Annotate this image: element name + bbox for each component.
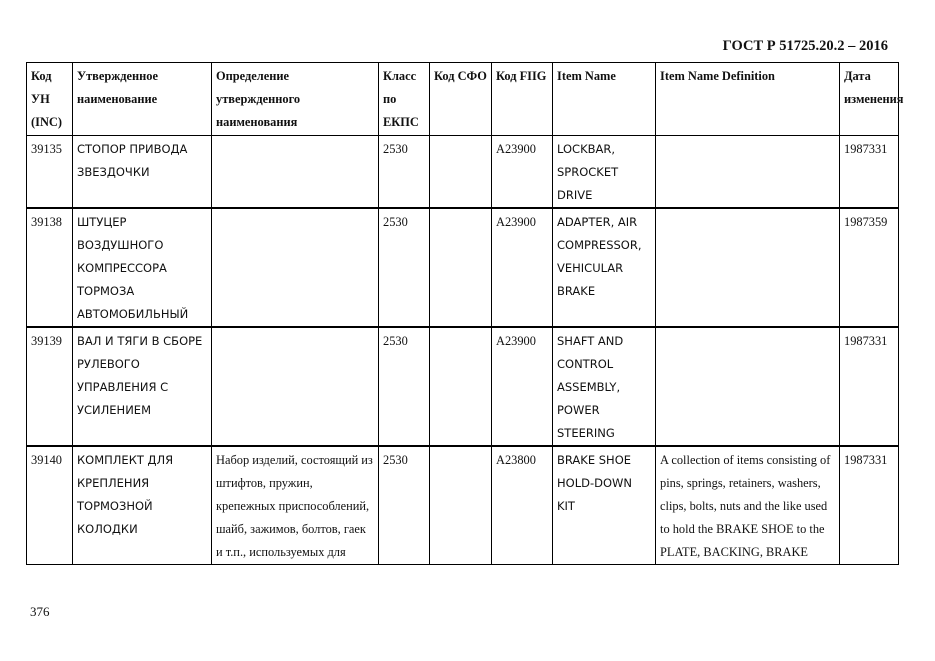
cell-item-name: SHAFT AND CONTROL ASSEMBLY, POWER STEERING: [553, 327, 656, 446]
cell-name: СТОПОР ПРИВОДА ЗВЕЗДОЧКИ: [73, 136, 212, 209]
cell-item-definition: [656, 327, 840, 446]
col-header-inc: Код УН (INC): [27, 63, 73, 136]
cell-date: 1987331: [840, 327, 899, 446]
cell-name: ШТУЦЕР ВОЗДУШНОГО КОМПРЕССОРА ТОРМОЗА АВТОМОБИЛЬНЫЙ: [73, 208, 212, 327]
col-header-fiig: Код FIIG: [492, 63, 553, 136]
cell-fiig: A23900: [492, 208, 553, 327]
col-header-class: Класс по ЕКПС: [379, 63, 430, 136]
cell-sfo: [430, 327, 492, 446]
cell-item-name: ADAPTER, AIR COMPRESSOR, VEHICULAR BRAKE: [553, 208, 656, 327]
cell-inc: 39140: [27, 446, 73, 565]
cell-item-name: BRAKE SHOE HOLD-DOWN KIT: [553, 446, 656, 565]
cell-date: 1987331: [840, 136, 899, 209]
cell-date: 1987331: [840, 446, 899, 565]
cell-item-name: LOCKBAR, SPROCKET DRIVE: [553, 136, 656, 209]
cell-item-definition: [656, 136, 840, 209]
page-number: 376: [30, 604, 50, 619]
cell-sfo: [430, 446, 492, 565]
table-row: [27, 446, 899, 565]
cell-date: 1987359: [840, 208, 899, 327]
catalog-table: [26, 62, 904, 565]
cell-name: КОМПЛЕКТ ДЛЯ КРЕПЛЕНИЯ ТОРМОЗНОЙ КОЛОДКИ: [73, 446, 212, 565]
cell-inc: 39138: [27, 208, 73, 327]
col-header-name: Утвержденное наименование: [73, 63, 212, 136]
cell-fiig: A23800: [492, 446, 553, 565]
cell-item-definition: A collection of items consisting of pins, springs, retainers, washers, clips, bolts, nuts and the like used to hold the BRAKE SHOE to the PLATE, BACKING, BRAKE: [656, 446, 840, 565]
cell-inc: 39135: [27, 136, 73, 209]
col-header-sfo: Код СФО: [430, 63, 492, 136]
cell-definition: [212, 136, 379, 209]
table-header-row: [27, 63, 899, 136]
col-header-item-name: Item Name: [553, 63, 656, 136]
col-header-definition: Определение утвержденного наименования: [212, 63, 379, 136]
cell-definition: Набор изделий, состоящий из штифтов, пружин, крепежных приспособлений, шайб, зажимов, болтов, гаек и т.п., используемых для: [212, 446, 379, 565]
document-header: ГОСТ Р 51725.20.2 – 2016: [722, 38, 888, 54]
cell-class: 2530: [379, 136, 430, 209]
cell-sfo: [430, 136, 492, 209]
table-row: [27, 136, 899, 209]
cell-class: 2530: [379, 446, 430, 565]
cell-item-definition: [656, 208, 840, 327]
cell-sfo: [430, 208, 492, 327]
cell-inc: 39139: [27, 327, 73, 446]
cell-fiig: A23900: [492, 327, 553, 446]
cell-name: ВАЛ И ТЯГИ В СБОРЕ РУЛЕВОГО УПРАВЛЕНИЯ С УСИЛЕНИЕМ: [73, 327, 212, 446]
cell-class: 2530: [379, 327, 430, 446]
table-row: [27, 327, 899, 446]
cell-definition: [212, 327, 379, 446]
col-header-item-definition: Item Name Definition: [656, 63, 840, 136]
table-row: [27, 208, 899, 327]
col-header-date: Дата изменения: [840, 63, 899, 136]
cell-definition: [212, 208, 379, 327]
cell-fiig: A23900: [492, 136, 553, 209]
cell-class: 2530: [379, 208, 430, 327]
